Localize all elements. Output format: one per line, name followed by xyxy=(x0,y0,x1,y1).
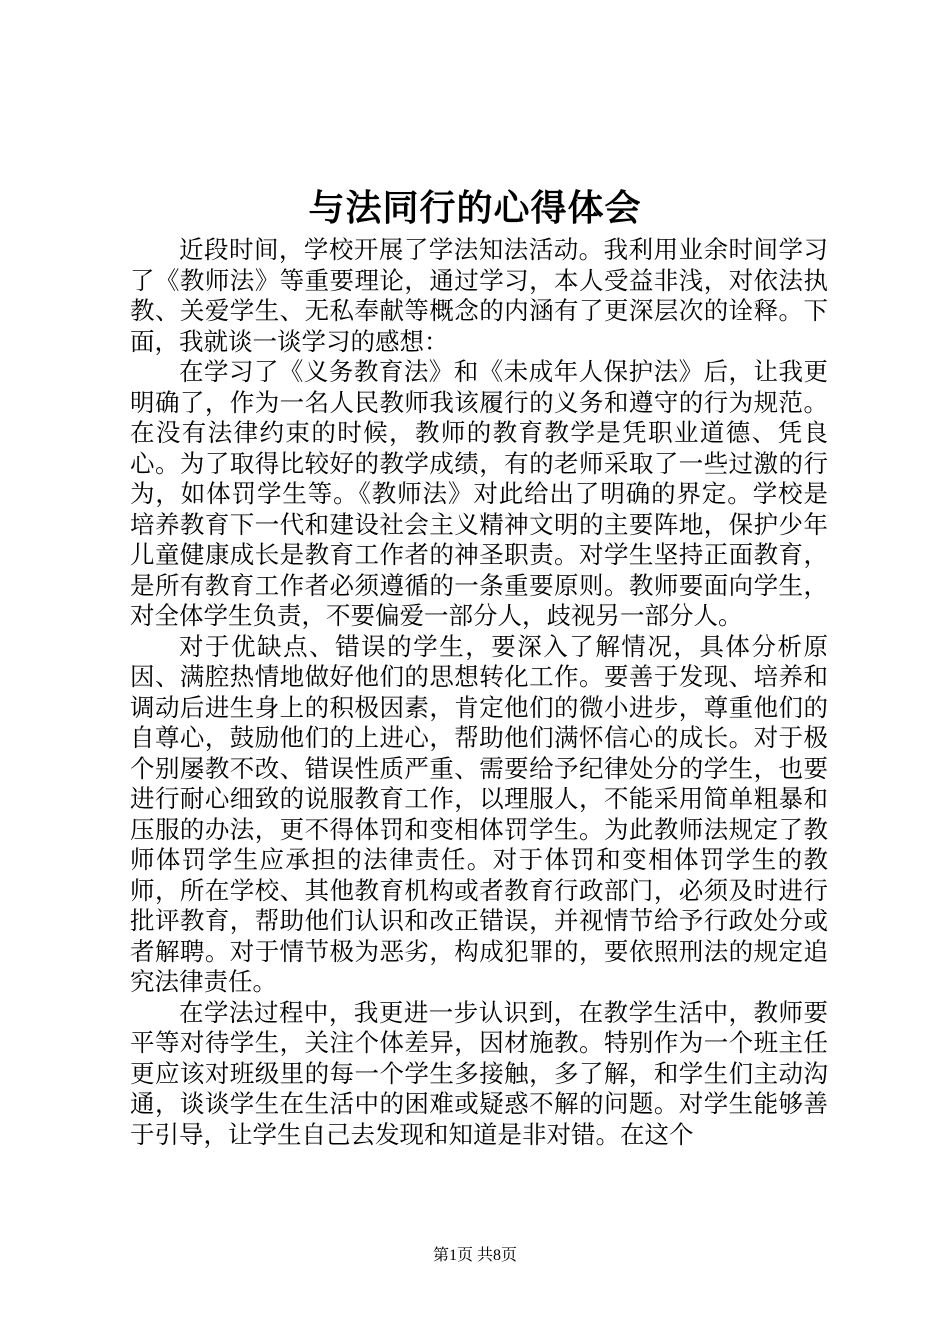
paragraph: 对于优缺点、错误的学生，要深入了解情况，具体分析原因、满腔热情地做好他们的思想转化工作。要善于发现、培养和调动后进生身上的积极因素，肯定他们的微小进步，尊重他们的自尊心，鼓励他们的上进心，帮助他们满怀信心的成长。对于极个别屡教不改、错误性质严重、需要给予纪律处分的学生，也要进行耐心细致的说服教育工作，以理服人，不能采用简单粗暴和压服的办法，更不得体罚和变相体罚学生。为此教师法规定了教师体罚学生应承担的法律责任。对于体罚和变相体罚学生的教师，所在学校、其他教育机构或者教育行政部门，必须及时进行批评教育，帮助他们认识和改正错误，并视情节给予行政处分或者解聘。对于情节极为恶劣，构成犯罪的，要依照刑法的规定追究法律责任。 xyxy=(130,631,828,996)
document-body xyxy=(130,235,828,1150)
paragraph: 在学法过程中，我更进一步认识到，在教学生活中，教师要平等对待学生，关注个体差异，因材施教。特别作为一个班主任更应该对班级里的每一个学生多接触，多了解，和学生们主动沟通，谈谈学生在生活中的困难或疑惑不解的问题。对学生能够善于引导，让学生自己去发现和知道是非对错。在这个 xyxy=(130,997,828,1149)
page-number-footer: 第1页 共8页 xyxy=(432,1247,517,1264)
paragraph: 近段时间，学校开展了学法知法活动。我利用业余时间学习了《教师法》等重要理论，通过学习，本人受益非浅，对依法执教、关爱学生、无私奉献等概念的内涵有了更深层次的诠释。下面，我就谈一谈学习的感想： xyxy=(130,235,828,356)
paragraph: 在学习了《义务教育法》和《未成年人保护法》后，让我更明确了，作为一名人民教师我该履行的义务和遵守的行为规范。在没有法律约束的时候，教师的教育教学是凭职业道德、凭良心。为了取得比较好的教学成绩，有的老师采取了一些过激的行为，如体罚学生等。《教师法》对此给出了明确的界定。学校是培养教育下一代和建设社会主义精神文明的主要阵地，保护少年儿童健康成长是教育工作者的神圣职责。对学生坚持正面教育，是所有教育工作者必须遵循的一条重要原则。教师要面向学生，对全体学生负责，不要偏爱一部分人，歧视另一部分人。 xyxy=(130,357,828,630)
document-title: 与法同行的心得体会 xyxy=(308,187,642,229)
